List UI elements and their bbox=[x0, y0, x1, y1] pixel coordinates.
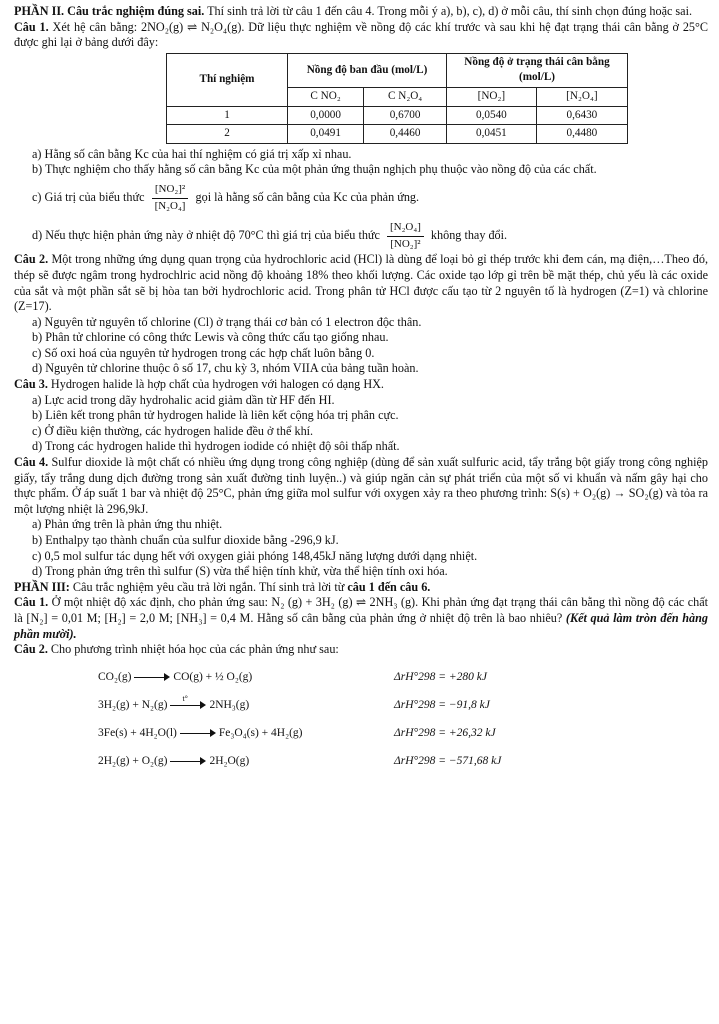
reaction-enthalpy: ΔrH°298 = −91,8 kJ bbox=[394, 698, 490, 711]
reaction-rhs: 2NH₃(g) bbox=[209, 698, 250, 711]
arrow-icon bbox=[170, 756, 206, 766]
fraction-denominator: [N₂O₄] bbox=[154, 199, 186, 212]
cell: 0,0000 bbox=[288, 106, 364, 125]
q4-label: Câu 4. bbox=[14, 455, 49, 470]
fraction bbox=[387, 220, 424, 252]
q2-option-c: c) Số oxi hoá của nguyên tử hydrogen trong các hợp chất luôn bằng 0. bbox=[32, 345, 375, 360]
q4-option-b: b) Enthalpy tạo thành chuẩn của sulfur dioxide bằng -296,9 kJ. bbox=[32, 533, 339, 547]
reaction-rhs: CO(g) + ½ O₂(g) bbox=[173, 670, 253, 683]
q1-option-a: a) Hằng số cân bằng Kc của hai thí nghiệm có giá trị xấp xỉ nhau. bbox=[32, 146, 352, 161]
reaction-enthalpy: ΔrH°298 = +280 kJ bbox=[394, 670, 487, 683]
arrow-icon bbox=[180, 728, 216, 738]
q1-c-pre: c) Giá trị của biểu thức bbox=[32, 189, 145, 204]
q1-d-pre: d) Nếu thực hiện phản ứng này ở nhiệt độ 70°C thì giá trị của biểu thức bbox=[32, 228, 380, 243]
table-row bbox=[167, 125, 628, 144]
equilibrium-table bbox=[166, 53, 628, 144]
q1-option-d bbox=[14, 220, 708, 252]
part3-heading bbox=[14, 580, 708, 596]
reaction-enthalpy: ΔrH°298 = −571,68 kJ bbox=[394, 754, 502, 767]
reaction-3 bbox=[14, 722, 708, 744]
q4-option-d: d) Trong phản ứng trên thì sulfur (S) vừa thể hiện tính khử, vừa thể hiện tính oxi hóa. bbox=[32, 564, 448, 579]
reaction-2 bbox=[14, 694, 708, 716]
q3-stem bbox=[14, 377, 708, 393]
q3-option-b: b) Liên kết trong phân tử hydrogen halide là liên kết cộng hóa trị phân cực. bbox=[32, 408, 399, 423]
part3-intro-b: câu 1 đến câu 6. bbox=[347, 579, 431, 594]
q1-option-c bbox=[14, 182, 708, 214]
q1-option-b: b) Thực nghiệm cho thấy hằng số cân bằng Kc của một phản ứng thuận nghịch phụ thuộc vào nồng độ của các chất. bbox=[32, 162, 597, 177]
reaction-lhs: CO₂(g) bbox=[98, 670, 132, 683]
cell: 0,6700 bbox=[364, 106, 447, 125]
q3-option-a: a) Lực acid trong dãy hydrohalic acid giảm dần từ HF đến HI. bbox=[32, 392, 335, 407]
q1-label: Câu 1. bbox=[14, 19, 49, 34]
reaction-4 bbox=[14, 750, 708, 772]
cell: 0,0540 bbox=[447, 106, 537, 125]
q3-option-c: c) Ở điều kiện thường, các hydrogen halide đều ở thể khí. bbox=[32, 423, 314, 438]
q4-text: Sulfur dioxide là một chất có nhiều ứng dụng trong công nghiệp (dùng để sản xuất sulfuric acid, tẩy trắng bột giấy trong công nghiệp giấy, tẩy trắng dung dịch đường trong sản xuất đường tinh luyện..) và giúp ngăn cản sự phát triển của một số vi khuẩn và nấm gây hại cho thực phẩm. Ở áp suất 1 bar và nhiệt độ 25°C, phản ứng giữa mol sulfur với oxygen xảy ra theo phương trình: S(s) + O₂(g) → SO₂(g) và tỏa ra một lượng nhiệt là 296,9kJ. bbox=[14, 455, 708, 516]
q1-d-post: không thay đổi. bbox=[430, 228, 508, 243]
exam-document bbox=[14, 4, 708, 772]
table-row bbox=[167, 106, 628, 125]
arrow-icon bbox=[170, 694, 206, 710]
reaction-lhs: 2H₂(g) + O₂(g) bbox=[98, 754, 168, 767]
q4-option-c: c) 0,5 mol sulfur tác dụng hết với oxygen giải phóng 148,45kJ năng lượng dưới dạng nhiệt. bbox=[32, 548, 478, 563]
reaction-equation bbox=[98, 694, 250, 714]
sub-c-n2o4: C N₂O₄ bbox=[364, 87, 447, 106]
sub-c-no2: C NO₂ bbox=[288, 87, 364, 106]
cell: 0,0451 bbox=[447, 125, 537, 144]
fraction-numerator: [N₂O₄] bbox=[387, 220, 424, 237]
p3q1-label: Câu 1. bbox=[14, 595, 49, 610]
q1-text: Xét hệ cân bằng: 2NO₂(g) ⇌ N₂O₄(g). Dữ liệu thực nghiệm về nồng độ các khí trước và sau khi hệ đạt trạng thái cân bằng ở 25°C được ghi lại ở bảng dưới đây: bbox=[14, 19, 709, 50]
q4-stem bbox=[14, 455, 708, 517]
reaction-equation bbox=[98, 754, 249, 770]
part2-heading bbox=[14, 4, 708, 20]
arrow-icon bbox=[134, 672, 170, 682]
reaction-rhs: 2H₂O(g) bbox=[209, 754, 250, 767]
col-equilibrium: Nồng độ ở trạng thái cân bằng (mol/L) bbox=[447, 53, 628, 87]
sub-n2o4: [N₂O₄] bbox=[536, 87, 627, 106]
cell: 1 bbox=[167, 106, 288, 125]
col-experiment: Thí nghiệm bbox=[167, 53, 288, 106]
reaction-1 bbox=[14, 666, 708, 688]
reaction-lhs: 3Fe(s) + 4H₂O(l) bbox=[98, 726, 177, 739]
cell: 0,0491 bbox=[288, 125, 364, 144]
reaction-enthalpy: ΔrH°298 = +26,32 kJ bbox=[394, 726, 496, 739]
q2-stem bbox=[14, 252, 708, 314]
q4-option-a: a) Phản ứng trên là phản ứng thu nhiệt. bbox=[32, 517, 223, 532]
reaction-equation bbox=[98, 670, 252, 686]
reaction-equation bbox=[98, 726, 303, 742]
cell: 0,4480 bbox=[536, 125, 627, 144]
p3q2-stem bbox=[14, 642, 708, 658]
arrow-condition: t° bbox=[182, 694, 188, 704]
cell: 0,4460 bbox=[364, 125, 447, 144]
q2-option-b: b) Phân tử chlorine có công thức Lewis và công thức cấu tạo giống nhau. bbox=[32, 330, 389, 345]
part2-title: PHẦN II. Câu trắc nghiệm đúng sai. bbox=[14, 4, 205, 18]
part2-intro: Thí sinh trả lời từ câu 1 đến câu 4. Trong mỗi ý a), b), c), d) ở mỗi câu, thí sinh chọn đúng hoặc sai. bbox=[207, 4, 693, 18]
cell: 2 bbox=[167, 125, 288, 144]
sub-no2: [NO₂] bbox=[447, 87, 537, 106]
fraction-denominator: [NO₂]² bbox=[390, 237, 421, 250]
reaction-lhs: 3H₂(g) + N₂(g) bbox=[98, 698, 168, 711]
col-initial: Nồng độ ban đầu (mol/L) bbox=[288, 53, 447, 87]
p3q1-note: (Kết quả làm tròn đến hàng phần mười). bbox=[14, 610, 709, 641]
q1-c-post: gọi là hằng số cân bằng của Kc của phản ứng. bbox=[195, 189, 420, 204]
part3-title: PHẦN III: bbox=[14, 579, 70, 594]
reaction-rhs: Fe₃O₄(s) + 4H₂(g) bbox=[218, 726, 303, 739]
cell: 0,6430 bbox=[536, 106, 627, 125]
p3q2-label: Câu 2. bbox=[14, 642, 48, 657]
fraction-numerator: [NO₂]² bbox=[152, 182, 189, 199]
q2-option-a: a) Nguyên tử nguyên tố chlorine (Cl) ở trạng thái cơ bản có 1 electron độc thân. bbox=[32, 314, 422, 329]
part3-intro-a: Câu trắc nghiệm yêu cầu trả lời ngắn. Thí sinh trả lời từ bbox=[72, 579, 345, 594]
q1-stem bbox=[14, 20, 708, 51]
q2-text: Một trong những ứng dụng quan trọng của hydrochloric acid (HCl) là dùng để loại bỏ gỉ thép trước khi đem cán, mạ điện,…Theo đó, thép sẽ được ngâm trong hydrochlric acid nồng độ khoảng 18% theo khối lượng. Các oxide tạo lớp gỉ trên bề mặt thép, chủ yếu là các oxide của sắt và một phần sắt sẽ bị hòa tan bởi hydrochloric acid. Trong phân tử HCl được cấu tạo từ 2 nguyên tố là hydrogen (Z=1) và chlorine (Z=17). bbox=[14, 252, 708, 314]
q2-option-d: d) Nguyên tử chlorine thuộc ô số 17, chu kỳ 3, nhóm VIIA của bảng tuần hoàn. bbox=[32, 361, 419, 376]
q3-text: Hydrogen halide là hợp chất của hydrogen với halogen có dạng HX. bbox=[50, 377, 384, 392]
q3-option-d: d) Trong các hydrogen halide thì hydrogen iodide có nhiệt độ sôi thấp nhất. bbox=[32, 439, 400, 454]
fraction bbox=[152, 182, 189, 214]
p3q1-stem bbox=[14, 595, 708, 642]
p3q1-text: Ở một nhiệt độ xác định, cho phản ứng sau: N₂ (g) + 3H₂ (g) ⇌ 2NH₃ (g). Khi phản ứng đạt trạng thái cân bằng thì nồng độ các chất là [N₂] = 0,01 M; [H₂] = 2,0 M; [NH₃] = 0,4 M. Hằng số cân bằng của phản ứng ở nhiệt độ trên là bao nhiêu? bbox=[14, 595, 709, 625]
q3-label: Câu 3. bbox=[14, 377, 48, 392]
q2-label: Câu 2. bbox=[14, 252, 49, 267]
p3q2-text: Cho phương trình nhiệt hóa học của các phản ứng như sau: bbox=[50, 642, 339, 657]
